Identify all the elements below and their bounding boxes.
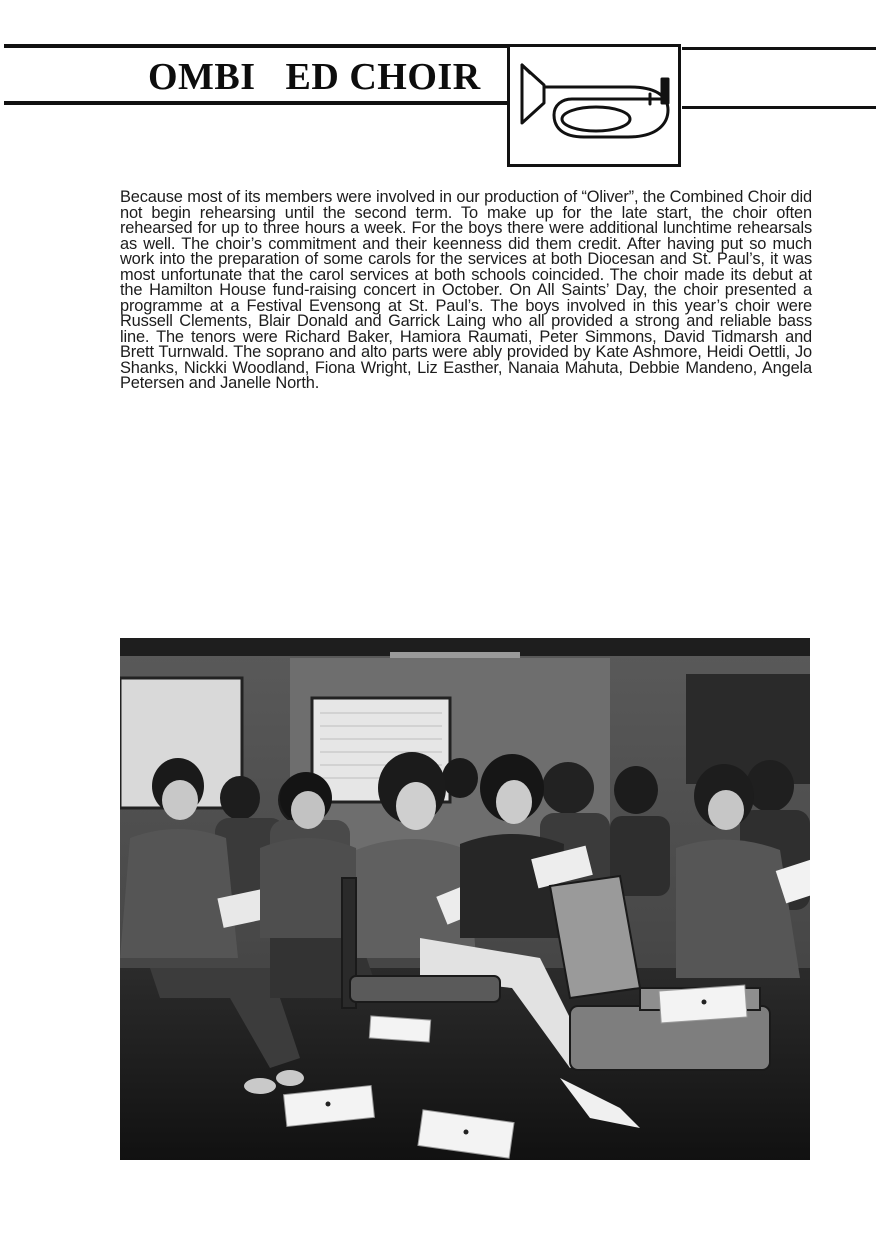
choir-photo	[120, 638, 810, 1160]
article-body: Because most of its members were involved in our production of “Oliver”, the Combined Choir did not begin rehearsing until the second term. To make up for the late start, the choir often rehearsed for up to three hours a week. For the boys there were additional lunchtime rehearsals as well. The choir’s commitment and their keenness did them credit. After having put so much work into the preparation of some carols for the services at both Diocesan and St. Paul’s, it was most unfortunate that the carol services at both schools coincided. The choir made its debut at the Hamilton House fund-raising concert in October. On All Saints’ Day, the choir presented a programme at a Festival Evensong at St. Paul’s. The boys involved in this year’s choir were Russell Clements, Blair Donald and Garrick Laing who all provided a strong and reliable bass line. The tenors were Richard Baker, Hamiora Raumati, Peter Simmons, David Tidmarsh and Brett Turnwald. The soprano and alto parts were ably provided by Kate Ashmore, Heidi Oettli, Jo Shanks, Nickki Woodland, Fiona Wright, Liz Easther, Nanaia Mahuta, Debbie Mandeno, Angela Petersen and Janelle North.	[120, 188, 812, 392]
header-rule-top-right	[682, 47, 876, 50]
choir-rehearsal-illustration	[120, 638, 810, 1160]
bugle-icon	[510, 47, 678, 164]
page-title: OMBI ED CHOIR	[148, 56, 481, 98]
header-rule-top	[4, 44, 508, 48]
logo-box	[507, 44, 681, 167]
header-rule-bottom-right	[682, 106, 876, 109]
